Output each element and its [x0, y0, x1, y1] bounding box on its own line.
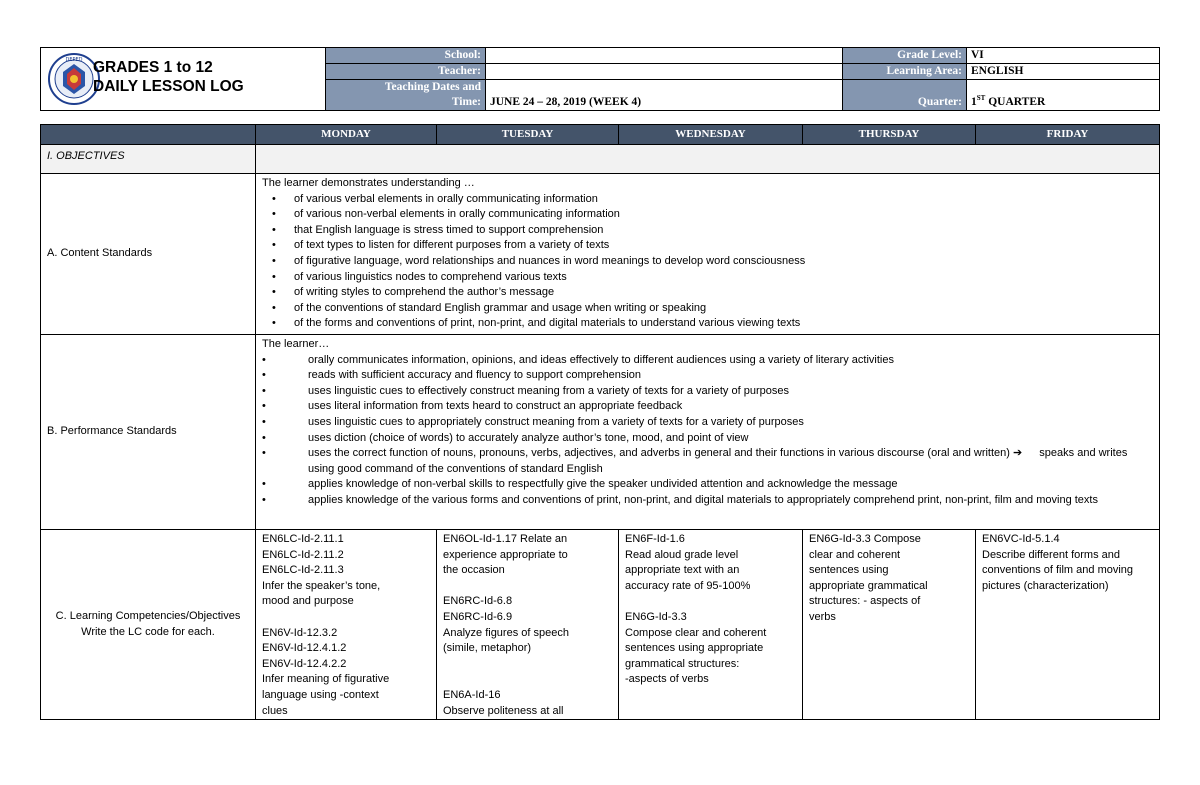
list-item: • uses linguistic cues to effectively construct meaning from a variety of texts for a variety of purposes: [262, 384, 1153, 400]
competencies-label-line2: Write the LC code for each.: [81, 625, 215, 638]
competencies-label-line1: C. Learning Competencies/Objectives: [55, 609, 241, 622]
quarter-label: Quarter:: [843, 80, 967, 111]
performance-standards-intro: The learner…: [262, 338, 330, 350]
list-item: [262, 446, 1153, 477]
lc-line: experience appropriate to: [443, 548, 568, 561]
teaching-dates-label: [326, 80, 486, 111]
svg-text:DEPED: DEPED: [65, 57, 83, 63]
lc-line: language using -context: [262, 688, 379, 701]
competencies-friday[interactable]: [976, 530, 1160, 720]
teacher-field[interactable]: [486, 64, 843, 80]
list-item: • of the forms and conventions of print, non-print, and digital materials to understand various viewing texts: [262, 316, 1153, 332]
lc-line: EN6RC-Id-6.8: [443, 595, 513, 608]
lc-line: mood and purpose: [262, 595, 354, 608]
competencies-tuesday[interactable]: [437, 530, 619, 720]
lc-line: pictures (characterization): [982, 579, 1109, 592]
performance-standards-label: B. Performance Standards: [41, 335, 256, 530]
lc-line: EN6OL-Id-1.17 Relate an: [443, 533, 568, 545]
teaching-dates-label-line1: Teaching Dates and: [384, 81, 481, 93]
content-standards-row: [41, 174, 1160, 335]
lc-line: EN6F-Id-1.6: [625, 533, 685, 545]
lc-line: EN6A-Id-16: [443, 688, 501, 701]
lc-line: EN6G-Id-3.3 Compose: [809, 533, 921, 545]
list-item: • of text types to listen for different purposes from a variety of texts: [262, 238, 1153, 254]
list-item: • of figurative language, word relationships and nuances in word meanings to develop word consciousness: [262, 254, 1153, 270]
list-item: • of various verbal elements in orally communicating information: [262, 192, 1153, 208]
lesson-log-header: [40, 47, 1160, 111]
lc-line: (simile, metaphor): [443, 642, 532, 655]
teaching-dates-field[interactable]: JUNE 24 – 28, 2019 (WEEK 4): [486, 80, 843, 111]
lc-line: EN6V-Id-12.4.1.2: [262, 642, 347, 655]
learning-area-label: Learning Area:: [843, 64, 967, 80]
lc-line: grammatical structures:: [625, 657, 740, 670]
lc-line: verbs: [809, 610, 836, 623]
school-field[interactable]: [486, 48, 843, 64]
day-header-blank: [41, 125, 256, 145]
list-item: • applies knowledge of non-verbal skills to respectfully give the speaker undivided attention and acknowledge the message: [262, 477, 1153, 493]
content-standards-cell[interactable]: [256, 174, 1160, 335]
lc-line: EN6V-Id-12.4.2.2: [262, 657, 347, 670]
competencies-monday[interactable]: [256, 530, 437, 720]
quarter-suffix: ST: [976, 94, 986, 103]
day-header-thursday: THURSDAY: [803, 125, 976, 145]
day-header-wednesday: WEDNESDAY: [619, 125, 803, 145]
content-standards-label: A. Content Standards: [41, 174, 256, 335]
quarter-text: QUARTER: [985, 96, 1046, 108]
teaching-dates-label-line2: Time:: [451, 96, 481, 108]
title-cell: [41, 48, 326, 111]
performance-standards-cell[interactable]: [256, 335, 1160, 530]
list-item: • of the conventions of standard English grammar and usage when writing or speaking: [262, 301, 1153, 317]
list-item: • applies knowledge of the various forms and conventions of print, non-print, and digital materials to appropriately comprehend print, non-print, film and moving texts: [262, 493, 1153, 509]
list-item: • of writing styles to comprehend the author’s message: [262, 285, 1153, 301]
content-standards-list: [262, 192, 1153, 332]
teacher-label: Teacher:: [326, 64, 486, 80]
quarter-number: 1: [971, 96, 977, 108]
grade-level-field[interactable]: VI: [967, 48, 1160, 64]
lc-line: EN6VC-Id-5.1.4: [982, 533, 1060, 545]
lc-line: conventions of film and moving: [982, 564, 1134, 577]
objectives-content[interactable]: [256, 145, 1160, 174]
bullet-arrow-icon: ➔: [1013, 447, 1023, 460]
lc-line: EN6LC-Id-2.11.2: [262, 548, 344, 561]
day-header-friday: FRIDAY: [976, 125, 1160, 145]
lc-line: clues: [262, 704, 288, 717]
learning-area-field[interactable]: ENGLISH: [967, 64, 1160, 80]
list-item: • uses diction (choice of words) to accurately analyze author’s tone, mood, and point of view: [262, 431, 1153, 447]
day-header-monday: MONDAY: [256, 125, 437, 145]
objectives-label: I. OBJECTIVES: [41, 145, 256, 174]
lc-line: appropriate grammatical: [809, 579, 928, 592]
list-item-part-a: uses the correct function of nouns, pronouns, verbs, adjectives, and adverbs in general and their functions in various discourse (oral and written): [308, 447, 1010, 460]
objectives-row: [41, 145, 1160, 174]
lc-line: sentences using appropriate: [625, 642, 764, 655]
school-label: School:: [326, 48, 486, 64]
lc-line: EN6V-Id-12.3.2: [262, 626, 338, 639]
lc-line: EN6RC-Id-6.9: [443, 610, 513, 623]
lc-line: -aspects of verbs: [625, 673, 709, 686]
title-line-1: GRADES 1 to 12: [93, 59, 213, 76]
lc-line: Infer meaning of figurative: [262, 673, 390, 686]
lesson-log-table: [40, 124, 1160, 720]
list-item: • that English language is stress timed to support comprehension: [262, 223, 1153, 239]
list-item: • orally communicates information, opinions, and ideas effectively to different audiences using a variety of literary activities: [262, 353, 1153, 369]
list-item: • uses linguistic cues to appropriately construct meaning from a variety of texts for a variety of purposes: [262, 415, 1153, 431]
list-item: • of various non-verbal elements in orally communicating information: [262, 207, 1153, 223]
lc-line: structures: - aspects of: [809, 595, 921, 608]
day-header-tuesday: TUESDAY: [437, 125, 619, 145]
title-line-2: DAILY LESSON LOG: [93, 78, 244, 95]
day-header-row: [41, 125, 1160, 145]
quarter-field[interactable]: [967, 80, 1160, 111]
lc-line: accuracy rate of 95-100%: [625, 579, 751, 592]
lc-line: Observe politeness at all: [443, 704, 564, 717]
lc-line: Describe different forms and: [982, 548, 1120, 561]
lc-line: EN6LC-Id-2.11.1: [262, 533, 344, 545]
list-item: • reads with sufficient accuracy and fluency to support comprehension: [262, 368, 1153, 384]
lc-line: EN6G-Id-3.3: [625, 610, 687, 623]
lc-line: Infer the speaker’s tone,: [262, 579, 381, 592]
grade-level-label: Grade Level:: [843, 48, 967, 64]
content-standards-intro: The learner demonstrates understanding …: [262, 177, 475, 189]
lc-line: Compose clear and coherent: [625, 626, 767, 639]
competencies-row: [41, 530, 1160, 720]
lc-line: EN6LC-Id-2.11.3: [262, 564, 344, 577]
lc-line: sentences using: [809, 564, 889, 577]
lc-line: appropriate text with an: [625, 564, 740, 577]
list-item: • of various linguistics nodes to comprehend various texts: [262, 270, 1153, 286]
lc-line: clear and coherent: [809, 548, 901, 561]
lc-line: Read aloud grade level: [625, 548, 739, 561]
list-item-part-b: speaks and writes using good command of the conventions of standard English: [308, 447, 1128, 475]
lc-line: the occasion: [443, 564, 505, 577]
performance-standards-list: [262, 353, 1153, 509]
lc-line: Analyze figures of speech: [443, 626, 569, 639]
competencies-label: [41, 530, 256, 720]
list-item: • uses literal information from texts heard to construct an appropriate feedback: [262, 399, 1153, 415]
competencies-wednesday[interactable]: [619, 530, 803, 720]
competencies-thursday[interactable]: [803, 530, 976, 720]
performance-standards-row: [41, 335, 1160, 530]
